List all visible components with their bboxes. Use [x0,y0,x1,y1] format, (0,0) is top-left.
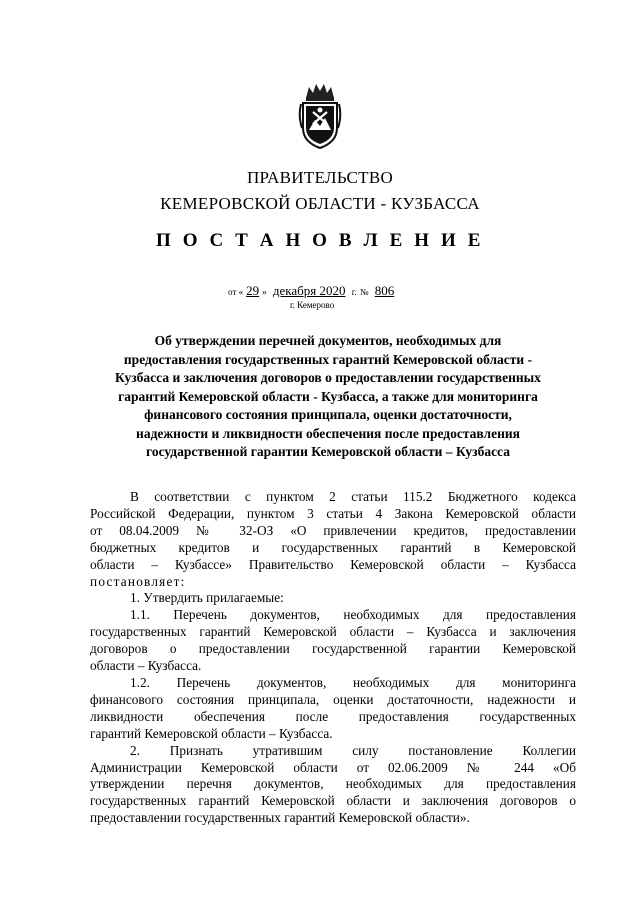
body-line: утверждении перечня документов, необходимых для предоставления [90,776,576,792]
body-line: 2. Признать утратившим силу постановление Коллегии [130,742,576,758]
document-type-title: П О С Т А Н О В Л Е Н И Е [156,230,484,251]
document-subject [80,332,576,462]
subject-line: государственной гарантии Кемеровской области – Кузбасса [146,444,510,459]
body-line: гарантий Кемеровской области – Кузбасса. [90,725,333,741]
body-line: В соответствии с пунктом 2 статьи 115.2 Бюджетного кодекса [130,489,576,504]
date-from-label: от « [228,287,244,297]
body-line: договоров о предоставлении государственной гарантии Кемеровской [90,641,576,657]
subject-line: Об утверждении перечней документов, необходимых для [154,333,502,348]
date-day: 29 [246,283,260,298]
body-line: области – Кузбасса. [90,658,202,674]
body-line: Российской Федерации, пунктом 3 статьи 4 Закона Кемеровской области [90,505,576,521]
coat-of-arms-emblem [297,82,343,150]
body-line: Администрации Кемеровской области от 02.06.2009 № 244 «Об [90,759,576,775]
org-name-line-2: КЕМЕРОВСКОЙ ОБЛАСТИ - КУЗБАССА [160,194,480,213]
body-line: государственных гарантий Кемеровской области – Кузбасса и заключения [90,624,576,640]
date-number-line [228,283,397,299]
body-line: 1.2. Перечень документов, необходимых для мониторинга [130,674,576,690]
org-name-line-1: ПРАВИТЕЛЬСТВО [246,168,394,187]
subject-line: надежности и ликвидности обеспечения после предоставления [136,425,520,441]
body-line: ликвидности обеспечения после предоставления государственных [90,708,576,724]
subject-line: Кузбасса и заключения договоров о предоставлении государственных [115,370,541,385]
body-line: государственных гарантий Кемеровской области и заключения договоров о [90,793,576,809]
date-year-suffix: г. [351,287,357,297]
body-line: 1.1. Перечень документов, необходимых для предоставления [130,607,576,623]
body-line: бюджетных кредитов и государственных гарантий в Кемеровской [90,539,576,555]
date-day-close: » [262,287,267,297]
document-number: 806 [374,283,395,298]
number-sign: № [359,287,369,297]
subject-line: финансового состояния принципала, оценки достаточности, [144,407,512,422]
document-body [90,489,576,827]
body-line: финансового состояния принципала, оценки достаточности, надежности и [90,691,576,707]
subject-line: гарантий Кемеровской области - Кузбасса, а также для мониторинга [118,388,538,404]
body-line: постановляет: [90,573,186,589]
body-line: области – Кузбассе» Правительство Кемеровской области – Кузбасса [90,556,576,572]
place-of-issue: г. Кемерово [290,300,335,310]
subject-line: предоставления государственных гарантий Кемеровской области - [123,351,533,367]
date-month-year: декабря 2020 [272,283,346,298]
body-line: от 08.04.2009 № 32-ОЗ «О привлечении кредитов, предоставлении [90,522,576,538]
body-line: 1. Утвердить прилагаемые: [130,590,284,606]
body-line: предоставлении государственных гарантий Кемеровской области». [90,810,470,826]
